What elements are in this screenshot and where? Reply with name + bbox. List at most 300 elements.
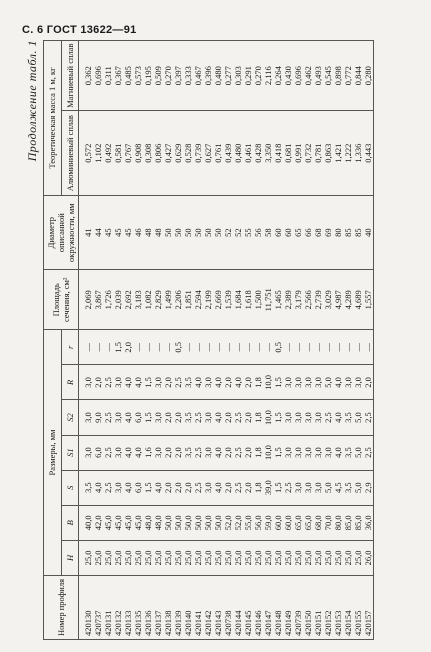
cell-S2: 4,0 [213, 400, 223, 435]
cell-R: 3,0 [153, 365, 163, 400]
cell-S2: 3,0 [153, 400, 163, 435]
table-row [213, 41, 223, 640]
table-row [303, 41, 313, 640]
cell-S: 2,0 [223, 470, 233, 505]
cell-profile: 420154 [343, 575, 353, 639]
cell-diameter: 52 [233, 195, 243, 269]
cell-B: 50,0 [193, 505, 203, 540]
table-row [273, 41, 283, 640]
cell-r: — [223, 330, 233, 365]
cell-H: 25,0 [303, 540, 313, 575]
cell-B: 50,0 [213, 505, 223, 540]
col-sizes-header: Размеры, мм [44, 330, 62, 576]
cell-area: 2,039 [113, 270, 123, 330]
cell-S: 4,0 [153, 470, 163, 505]
cell-mass-al: 0,732 [303, 111, 313, 196]
cell-diameter: 60 [283, 195, 293, 269]
cell-mass-al: 0,581 [113, 111, 123, 196]
cell-area: 1,539 [223, 270, 233, 330]
table-row [173, 41, 183, 640]
cell-R: 5,0 [323, 365, 333, 400]
cell-R: 3,0 [283, 365, 293, 400]
table-body [79, 41, 374, 640]
cell-profile: 420138 [163, 575, 173, 639]
cell-S1: 5,0 [353, 435, 363, 470]
cell-profile: 420141 [193, 575, 203, 639]
cell-diameter: 55 [243, 195, 253, 269]
cell-B: 40,0 [79, 505, 94, 540]
cell-area: 3,183 [133, 270, 143, 330]
cell-diameter: 58 [263, 195, 273, 269]
cell-mass-mg: 0,772 [343, 41, 353, 111]
cell-R: 4,0 [133, 365, 143, 400]
col-S2-header: S2 [61, 400, 79, 435]
cell-S1: 3,5 [343, 435, 353, 470]
cell-B: 65,0 [293, 505, 303, 540]
cell-S2: 3,0 [293, 400, 303, 435]
cell-profile: 420137 [153, 575, 163, 639]
cell-profile: 420132 [113, 575, 123, 639]
cell-diameter: 48 [153, 195, 163, 269]
cell-R: 1,8 [253, 365, 263, 400]
cell-mass-al: 0,806 [153, 111, 163, 196]
cell-S2: 3,0 [283, 400, 293, 435]
cell-area: 4,987 [333, 270, 343, 330]
cell-mass-mg: 0,291 [243, 41, 253, 111]
cell-r: — [193, 330, 203, 365]
cell-diameter: 48 [143, 195, 153, 269]
cell-r: — [93, 330, 103, 365]
col-diameter-header: Диаметр описанной окружности, мм [44, 195, 79, 269]
table-row [79, 41, 94, 640]
cell-mass-mg: 0,277 [223, 41, 233, 111]
cell-r: — [103, 330, 113, 365]
cell-R: 3,0 [203, 365, 213, 400]
cell-r: — [253, 330, 263, 365]
cell-area: 1,851 [183, 270, 193, 330]
cell-mass-mg: 0,696 [93, 41, 103, 111]
cell-mass-al: 0,629 [173, 111, 183, 196]
cell-H: 25,0 [343, 540, 353, 575]
cell-mass-mg: 0,462 [303, 41, 313, 111]
cell-H: 25,0 [123, 540, 133, 575]
cell-S1: 1,5 [273, 435, 283, 470]
cell-area: 1,499 [163, 270, 173, 330]
cell-S2: 3,0 [203, 400, 213, 435]
cell-R: 2,0 [163, 365, 173, 400]
cell-S1: 2,5 [103, 435, 113, 470]
cell-diameter: 50 [213, 195, 223, 269]
cell-diameter: 45 [123, 195, 133, 269]
cell-mass-al: 0,908 [133, 111, 143, 196]
cell-mass-al: 1,336 [353, 111, 363, 196]
cell-mass-al: 1,222 [343, 111, 353, 196]
cell-r: — [283, 330, 293, 365]
cell-profile: 420130 [79, 575, 94, 639]
cell-S1: 2,0 [223, 435, 233, 470]
cell-r: 0,5 [173, 330, 183, 365]
cell-r: — [313, 330, 323, 365]
cell-S1: 4,0 [133, 435, 143, 470]
cell-area: 2,692 [123, 270, 133, 330]
cell-S1: 4,0 [213, 435, 223, 470]
cell-mass-al: 0,767 [123, 111, 133, 196]
cell-H: 25,0 [323, 540, 333, 575]
cell-S: 2,5 [233, 470, 243, 505]
cell-S2: 2,5 [323, 400, 333, 435]
cell-R: 3,0 [343, 365, 353, 400]
cell-R: 1,5 [273, 365, 283, 400]
cell-S1: 4,0 [123, 435, 133, 470]
cell-mass-al: 0,461 [243, 111, 253, 196]
cell-mass-al: 0,681 [283, 111, 293, 196]
cell-S: 3,0 [203, 470, 213, 505]
cell-mass-mg: 2,116 [263, 41, 273, 111]
cell-profile: 420145 [243, 575, 253, 639]
cell-diameter: 44 [93, 195, 103, 269]
cell-mass-mg: 0,195 [143, 41, 153, 111]
cell-r: — [353, 330, 363, 365]
cell-S2: 2,5 [233, 400, 243, 435]
cell-diameter: 50 [193, 195, 203, 269]
cell-mass-al: 0,991 [293, 111, 303, 196]
cell-mass-al: 0,739 [193, 111, 203, 196]
table-row [233, 41, 243, 640]
cell-mass-mg: 0,844 [353, 41, 363, 111]
cell-S1: 3,0 [293, 435, 303, 470]
cell-H: 25,0 [273, 540, 283, 575]
cell-H: 25,0 [333, 540, 343, 575]
col-H-header: H [61, 540, 79, 575]
cell-H: 25,0 [153, 540, 163, 575]
cell-profile: 420139 [173, 575, 183, 639]
cell-R: 3,5 [183, 365, 193, 400]
cell-B: 85,0 [353, 505, 363, 540]
cell-area: 2,829 [153, 270, 163, 330]
table-row [163, 41, 173, 640]
cell-diameter: 45 [113, 195, 123, 269]
cell-diameter: 66 [303, 195, 313, 269]
cell-R: 2,5 [173, 365, 183, 400]
cell-profile: 420739 [293, 575, 303, 639]
cell-H: 25,0 [223, 540, 233, 575]
cell-R: 3,0 [293, 365, 303, 400]
table-row [123, 41, 133, 640]
cell-B: 50,0 [173, 505, 183, 540]
cell-S2: 3,0 [303, 400, 313, 435]
cell-area: 4,689 [353, 270, 363, 330]
cell-area: 1,684 [233, 270, 243, 330]
cell-S: 2,5 [193, 470, 203, 505]
cell-mass-mg: 0,367 [113, 41, 123, 111]
cell-profile: 420151 [313, 575, 323, 639]
cell-B: 68,0 [313, 505, 323, 540]
table-row [323, 41, 333, 640]
cell-diameter: 46 [133, 195, 143, 269]
cell-B: 60,0 [273, 505, 283, 540]
cell-R: 4,0 [333, 365, 343, 400]
cell-H: 25,0 [183, 540, 193, 575]
cell-r: — [203, 330, 213, 365]
cell-S1: 2,0 [243, 435, 253, 470]
continuation-label: Продолжение табл. 1 [25, 40, 39, 162]
cell-S: 3,0 [293, 470, 303, 505]
cell-diameter: 60 [273, 195, 283, 269]
cell-R: 2,0 [223, 365, 233, 400]
cell-S2: 4,0 [123, 400, 133, 435]
cell-area: 2,739 [313, 270, 323, 330]
cell-profile: 420150 [303, 575, 313, 639]
cell-R: 3,0 [79, 365, 94, 400]
cell-B: 45,0 [113, 505, 123, 540]
cell-B: 45,0 [103, 505, 113, 540]
cell-B: 42,0 [93, 505, 103, 540]
cell-r: — [143, 330, 153, 365]
col-S-header: S [61, 470, 79, 505]
table-row [283, 41, 293, 640]
cell-mass-al: 0,781 [313, 111, 323, 196]
cell-r: — [323, 330, 333, 365]
cell-mass-al: 0,427 [163, 111, 173, 196]
cell-H: 25,0 [203, 540, 213, 575]
col-r-header: r [61, 330, 79, 365]
cell-H: 25,0 [243, 540, 253, 575]
cell-S: 1,8 [253, 470, 263, 505]
cell-S: 39,0 [263, 470, 273, 505]
cell-diameter: 52 [223, 195, 233, 269]
cell-R: 1,5 [143, 365, 153, 400]
cell-B: 48,0 [153, 505, 163, 540]
cell-B: 50,0 [183, 505, 193, 540]
cell-diameter: 50 [183, 195, 193, 269]
col-mass-header: Теоретическая масса 1 м, кг [44, 41, 62, 196]
cell-profile: 420149 [283, 575, 293, 639]
cell-B: 65,0 [303, 505, 313, 540]
cell-area: 1,557 [363, 270, 374, 330]
cell-S2: 2,0 [173, 400, 183, 435]
table-row [193, 41, 203, 640]
cell-r: — [133, 330, 143, 365]
cell-H: 25,0 [143, 540, 153, 575]
cell-diameter: 80 [333, 195, 343, 269]
table-row [153, 41, 163, 640]
cell-diameter: 50 [163, 195, 173, 269]
cell-H: 25,0 [263, 540, 273, 575]
cell-profile: 420157 [363, 575, 374, 639]
cell-profile: 420148 [273, 575, 283, 639]
cell-R: 2,0 [363, 365, 374, 400]
table-row [313, 41, 323, 640]
cell-mass-mg: 0,480 [213, 41, 223, 111]
cell-H: 25,0 [79, 540, 94, 575]
cell-R: 3,0 [113, 365, 123, 400]
table-row [353, 41, 363, 640]
cell-r: — [233, 330, 243, 365]
table-row [363, 41, 374, 640]
cell-area: 1,082 [143, 270, 153, 330]
cell-B: 45,0 [133, 505, 143, 540]
cell-H: 25,0 [113, 540, 123, 575]
cell-r: — [163, 330, 173, 365]
cell-S1: 3,0 [323, 435, 333, 470]
table-row [133, 41, 143, 640]
cell-mass-al: 0,428 [253, 111, 263, 196]
cell-r: — [333, 330, 343, 365]
table-row [343, 41, 353, 640]
cell-H: 25,0 [133, 540, 143, 575]
cell-profile: 420143 [213, 575, 223, 639]
cell-B: 55,0 [243, 505, 253, 540]
cell-S2: 1,5 [143, 400, 153, 435]
cell-mass-al: 0,418 [273, 111, 283, 196]
cell-B: 56,0 [253, 505, 263, 540]
cell-mass-mg: 0,396 [203, 41, 213, 111]
cell-R: 10,0 [263, 365, 273, 400]
cell-diameter: 56 [253, 195, 263, 269]
cell-r: — [79, 330, 94, 365]
cell-S2: 3,5 [183, 400, 193, 435]
cell-H: 25,0 [103, 540, 113, 575]
cell-H: 25,0 [353, 540, 363, 575]
col-B-header: B [61, 505, 79, 540]
cell-R: 3,0 [353, 365, 363, 400]
cell-mass-al: 0,480 [233, 111, 243, 196]
table-row [183, 41, 193, 640]
cell-area: 2,389 [283, 270, 293, 330]
rotated-table-block [25, 40, 405, 640]
cell-S2: 2,0 [163, 400, 173, 435]
cell-S1: 3,0 [113, 435, 123, 470]
cell-S1: 3,0 [79, 435, 94, 470]
cell-mass-mg: 0,311 [103, 41, 113, 111]
cell-mass-mg: 0,430 [283, 41, 293, 111]
profile-table [43, 40, 374, 640]
cell-S: 4,0 [123, 470, 133, 505]
cell-area: 1,726 [103, 270, 113, 330]
cell-mass-mg: 0,270 [163, 41, 173, 111]
cell-mass-mg: 0,545 [323, 41, 333, 111]
cell-S1: 2,0 [173, 435, 183, 470]
table-row [263, 41, 273, 640]
cell-area: 11,751 [263, 270, 273, 330]
cell-S2: 4,0 [333, 400, 343, 435]
cell-mass-mg: 0,362 [79, 41, 94, 111]
cell-area: 2,069 [79, 270, 94, 330]
table-row [243, 41, 253, 640]
cell-r: — [213, 330, 223, 365]
cell-profile: 420144 [233, 575, 243, 639]
cell-r: — [363, 330, 374, 365]
cell-S2: 3,0 [79, 400, 94, 435]
cell-r: 0,5 [273, 330, 283, 365]
cell-mass-mg: 0,467 [193, 41, 203, 111]
cell-S1: 3,0 [283, 435, 293, 470]
cell-S1: 1,6 [143, 435, 153, 470]
cell-mass-mg: 0,898 [333, 41, 343, 111]
cell-S1: 6,0 [93, 435, 103, 470]
cell-B: 50,0 [203, 505, 213, 540]
cell-area: 2,206 [173, 270, 183, 330]
cell-S2: 3,0 [313, 400, 323, 435]
cell-S2: 9,0 [93, 400, 103, 435]
cell-H: 25,0 [283, 540, 293, 575]
cell-area: 2,199 [203, 270, 213, 330]
cell-mass-al: 0,761 [213, 111, 223, 196]
cell-profile: 420131 [103, 575, 113, 639]
cell-mass-mg: 0,509 [153, 41, 163, 111]
cell-diameter: 69 [323, 195, 333, 269]
cell-S2: 2,5 [363, 400, 374, 435]
cell-mass-al: 0,443 [363, 111, 374, 196]
cell-H: 25,0 [163, 540, 173, 575]
cell-S: 3,0 [303, 470, 313, 505]
cell-mass-al: 0,492 [103, 111, 113, 196]
cell-S: 2,0 [163, 470, 173, 505]
cell-S2: 1,8 [253, 400, 263, 435]
cell-diameter: 41 [79, 195, 94, 269]
cell-diameter: 40 [363, 195, 374, 269]
cell-R: 2,0 [243, 365, 253, 400]
cell-B: 36,0 [363, 505, 374, 540]
table-row [333, 41, 343, 640]
cell-S1: 10,0 [263, 435, 273, 470]
cell-S1: 3,5 [183, 435, 193, 470]
cell-mass-al: 3,350 [263, 111, 273, 196]
cell-profile: 420147 [263, 575, 273, 639]
cell-S2: 10,0 [263, 400, 273, 435]
cell-S: 3,0 [313, 470, 323, 505]
cell-mass-mg: 0,696 [293, 41, 303, 111]
table-row [93, 41, 103, 640]
cell-S2: 5,0 [353, 400, 363, 435]
cell-S: 2,0 [243, 470, 253, 505]
cell-mass-al: 1,102 [93, 111, 103, 196]
cell-B: 52,0 [223, 505, 233, 540]
cell-r: 1,5 [113, 330, 123, 365]
cell-S: 1,5 [143, 470, 153, 505]
cell-r: — [293, 330, 303, 365]
cell-S: 5,0 [323, 470, 333, 505]
cell-diameter: 65 [293, 195, 303, 269]
cell-B: 60,0 [283, 505, 293, 540]
col-profile-header: Номер профиля [44, 575, 79, 639]
cell-R: 3,0 [303, 365, 313, 400]
cell-mass-mg: 0,264 [273, 41, 283, 111]
cell-S: 2,0 [183, 470, 193, 505]
cell-H: 25,0 [313, 540, 323, 575]
cell-diameter: 68 [313, 195, 323, 269]
cell-area: 3,867 [93, 270, 103, 330]
cell-S: 2,9 [363, 470, 374, 505]
cell-B: 85,0 [343, 505, 353, 540]
cell-S1: 3,0 [303, 435, 313, 470]
cell-H: 26,0 [363, 540, 374, 575]
cell-S: 2,5 [103, 470, 113, 505]
cell-area: 2,566 [303, 270, 313, 330]
cell-mass-mg: 0,280 [363, 41, 374, 111]
cell-profile: 420135 [133, 575, 143, 639]
cell-S: 6,0 [133, 470, 143, 505]
cell-S2: 2,0 [223, 400, 233, 435]
cell-B: 52,0 [233, 505, 243, 540]
cell-mass-al: 0,863 [323, 111, 333, 196]
cell-R: 4,0 [213, 365, 223, 400]
cell-S2: 2,0 [243, 400, 253, 435]
table-row [143, 41, 153, 640]
cell-R: 3,0 [313, 365, 323, 400]
cell-H: 25,0 [253, 540, 263, 575]
cell-S: 3,5 [343, 470, 353, 505]
